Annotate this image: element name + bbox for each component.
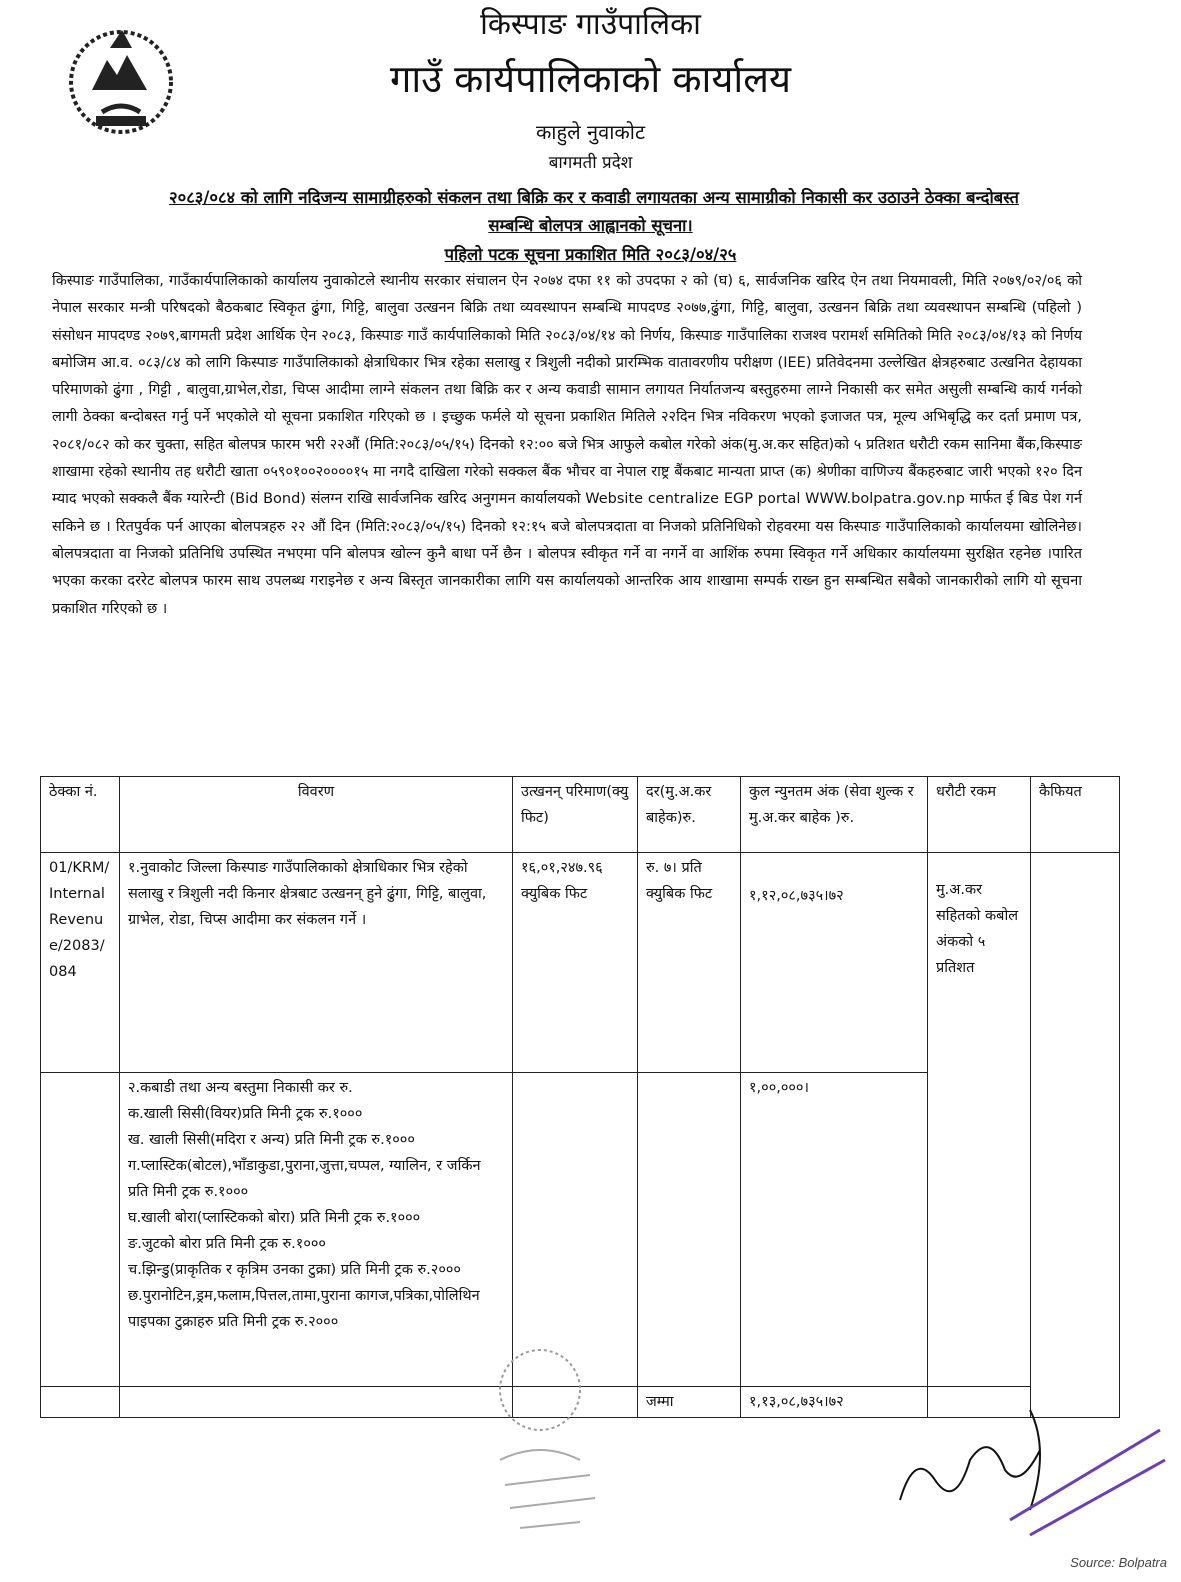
table-header-row — [41, 777, 1120, 853]
header-quantity: उत्खनन् परिमाण(क्यु फिट) — [513, 777, 638, 853]
header-description: विवरण — [120, 777, 513, 853]
row1-total-value: १,१२,०८,७३५।७२ — [749, 888, 844, 904]
tender-table — [40, 776, 1120, 1418]
row2-item: ङ.जुटको बोरा प्रति मिनी ट्रक रु.१००० — [128, 1236, 326, 1252]
table-row — [41, 853, 1120, 1073]
municipality-title: किस्पाङ गाउँपालिका — [480, 7, 701, 42]
row2-rate — [638, 1073, 741, 1387]
office-location: काहुले नुवाकोट — [535, 120, 646, 144]
row1-description: १.नुवाकोट जिल्ला किस्पाङ गाउँपालिकाको क्षेत्राधिकार भित्र रहेको सलाखु र त्रिशुली नदी किनार क्षेत्रबाट उत्खनन् हुने ढुंगा, गिट्टि, बालुवा, ग्राभेल, रोडा, चिप्स आदीमा कर संकलन गर्ने । — [120, 853, 513, 1073]
signature-icon — [880, 1390, 1170, 1540]
deposit-text: मु.अ.कर सहितको कबोल अंकको ५ प्रतिशत — [936, 882, 1019, 976]
row1-rate: रु. ७। प्रति क्युबिक फिट — [638, 853, 741, 1073]
grand-total: १,१३,०८,७३५।७२ — [741, 1387, 928, 1418]
header-rate: दर(मु.अ.कर बाहेक)रु. — [638, 777, 741, 853]
row2-item: ग.प्लास्टिक(बोटल),भाँडाकुडा,पुराना,जुत्ता,चप्पल, ग्यालिन, र जर्किन प्रति मिनी ट्रक रु.१००० — [128, 1158, 481, 1200]
row1-deposit — [928, 853, 1031, 1387]
header-contract-no: ठेक्का नं. — [41, 777, 120, 853]
source-credit: Source: Bolpatra — [1070, 1555, 1167, 1570]
row2-item: छ.पुरानोटिन,ड्रम,फलाम,पित्तल,तामा,पुराना कागज,पत्रिका,पोलिथिन पाइपका टुक्राहरु प्रति मिनी ट्रक रु.२००० — [128, 1288, 480, 1330]
province-name: बागमती प्रदेश — [548, 153, 633, 173]
office-stamp-icon — [460, 1340, 620, 1540]
notice-title-line2: सम्बन्धि बोलपत्र आह्वानको सूचना। — [488, 216, 693, 235]
notice-body: किस्पाङ गाउँपालिका, गाउँकार्यपालिकाको कार्यालय नुवाकोटले स्थानीय सरकार संचालन ऐन २०७४ दफा ११ को उपदफा २ को (घ) ६, सार्वजनिक खरिद ऐन तथा नियमावली, मिति २०७९/०२/०६ को नेपाल सरकार मन्त्री परिषदको बैठकबाट स्विकृत ढुंगा, गिट्टि, बालुवा उत्खनन बिक्रि तथा व्यवस्थापन सम्बन्धि मापदण्ड २०७७,ढुंगा, गिट्टि, बालुवा, उत्खनन बिक्रि तथा व्यवस्थापन सम्बन्धि (पहिलो ) संसोधन मापदण्ड २०७९,बागमती प्रदेश आर्थिक ऐन २०८३, किस्पाङ गाउँ कार्यपालिकाको मिति २०८३/०४/१४ को निर्णय, किस्पाङ गाउँपालिका राजश्व परामर्श समितिको मिति २०८३/०४/१३ को निर्णय बमोजिम आ.व. ०८३/८४ को लागि किस्पाङ गाउँपालिकाको क्षेत्राधिकार भित्र रहेका सलाखु र त्रिशुली नदीको प्रारम्भिक वातावरणीय परीक्षण (IEE) प्रतिवेदनमा उल्लेखित क्षेत्रहरुबाट उत्खनित देहायका परिमाणको ढुंगा , गिट्टी , बालुवा,ग्राभेल,रोडा, चिप्स आदीमा लाग्ने संकलन तथा बिक्रि कर र अन्य कवाडी सामान लगायत निर्यातजन्य बस्तुहरुमा लाग्ने निकासी कर समेत असुली सम्बन्धि कार्य गर्नको लागी ठेक्का बन्दोबस्त गर्नु पर्ने भएकोले यो सूचना प्रकाशित गरिएको छ । इच्छुक फर्मले यो सूचना प्रकाशित मितिले २२दिन भित्र नविकरण भएको इजाजत पत्र, मूल्य अभिबृद्धि कर दर्ता प्रमाण पत्र, २०८१/०८२ को कर चुक्ता, सहित बोलपत्र फारम भरी २२औं (मिति:२०८३/०५/१५) दिनको १२:०० बजे भित्र आफुले कबोल गरेको अंक(मु.अ.कर सहित)को ५ प्रतिशत धरौटी रकम सानिमा बैंक,किस्पाङ शाखामा रहेको स्थानीय तह धरौटी खाता ०५९०१००२००००१५ मा नगदै दाखिला गरेको सक्कल बैंक भौचर वा नेपाल राष्ट्र बैंकबाट मान्यता प्राप्त (क) श्रेणीका वाणिज्य बैंकहरुबाट जारी भएको १२० दिन म्याद भएको सक्कलै बैंक ग्यारेन्टी (Bid Bond) संलग्न राखि सार्वजनिक खरिद अनुगमन कार्यालयको Website centralize EGP portal WWW.bolpatra.gov.np मार्फत ई बिड पेश गर्न सकिने छ । रितपुर्वक पर्न आएका बोलपत्रहरु २२ औं दिन (मिति:२०८३/०५/१५) दिनको १२:१५ बजे बोलपत्रदाता वा निजको प्रतिनिधिको रोहवरमा यस किस्पाङ गाउँपालिकाको कार्यालयमा खोलिनेछ। बोलपत्रदाता वा निजको प्रतिनिधि उपस्थित नभएमा पनि बोलपत्र खोल्न कुनै बाधा पर्ने छैन । बोलपत्र स्वीकृत गर्ने वा नगर्ने वा आशिंक रुपमा स्विकृत गर्ने अधिकार कार्यालयमा सुरक्षित रहनेछ ।पारित भएका करका दररेट बोलपत्र फारम साथ उपलब्ध गराइनेछ र अन्य बिस्तृत जानकारीका लागि यस कार्यालयको आन्तरिक आय शाखामा सम्पर्क राख्न हुन सम्बन्धित सबैको जानकारीको लागि यो सूचना प्रकाशित गरिएको छ । — [52, 273, 1082, 617]
footer-empty — [120, 1387, 513, 1418]
row1-quantity: १६,०१,२४७.९६ क्युबिक फिट — [513, 853, 638, 1073]
footer-label: जम्मा — [638, 1387, 741, 1418]
row2-item: घ.खाली बोरा(प्लास्टिकको बोरा) प्रति मिनी ट्रक रु.१००० — [128, 1210, 421, 1226]
row2-item: च.झिन्डु(प्राकृतिक र कृत्रिम उनका टुक्रा) प्रति मिनी ट्रक रु.२००० — [128, 1262, 461, 1278]
row2-contract-no — [41, 1073, 120, 1387]
contract-number: 01/KRM/Internal Revenue/2083/084 — [41, 853, 120, 1073]
row2-description — [120, 1073, 513, 1387]
notice-title-line1: २०८३/०८४ को लागि नदिजन्य सामाग्रीहरुको संकलन तथा बिक्रि कर र कवाडी लगायतका अन्य सामाग्रीको निकासी कर उठाउने ठेक्का बन्दोबस्त — [169, 188, 1019, 207]
header-deposit: धरौटी रकम — [928, 777, 1031, 853]
row2-item: २.कबाडी तथा अन्य बस्तुमा निकासी कर रु. — [128, 1080, 353, 1096]
row1-total — [741, 853, 928, 1073]
row2-item: ख. खाली सिसी(मदिरा र अन्य) प्रति मिनी ट्रक रु.१००० — [128, 1132, 415, 1148]
footer-empty — [41, 1387, 120, 1418]
remarks-cell — [1031, 853, 1120, 1418]
row2-item: क.खाली सिसी(वियर)प्रति मिनी ट्रक रु.१००० — [128, 1106, 363, 1122]
office-title: गाउँ कार्यपालिकाको कार्यालय — [389, 57, 792, 101]
header-total: कुल न्युनतम अंक (सेवा शुल्क र मु.अ.कर बाहेक )रु. — [741, 777, 928, 853]
notice-publish-date: पहिलो पटक सूचना प्रकाशित मिति २०८३/०४/२५ — [444, 245, 737, 264]
header-remarks: कैफियत — [1031, 777, 1120, 853]
row2-total: १,००,०००। — [741, 1073, 928, 1387]
